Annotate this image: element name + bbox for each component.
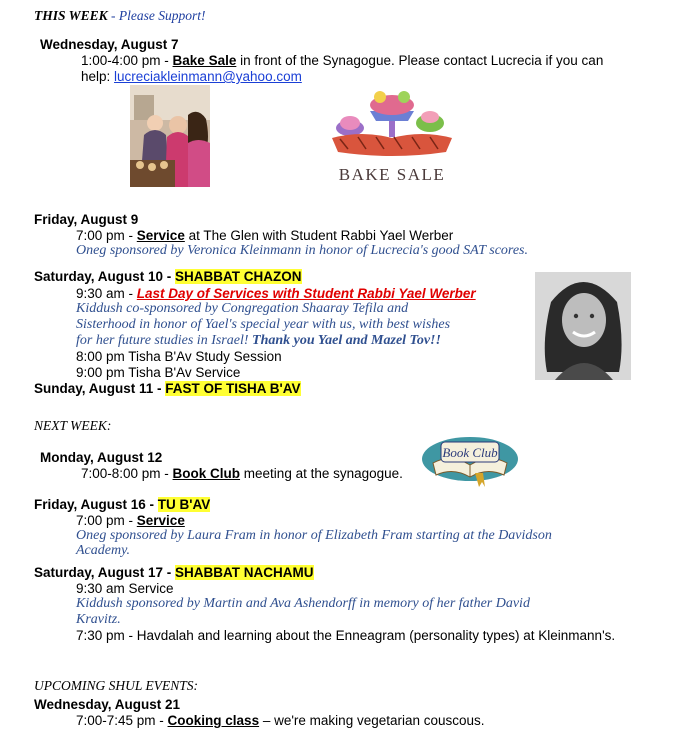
fri-aug16-event: Service [136, 513, 185, 528]
sat-aug10-header [34, 269, 302, 284]
bake-sale-time: 1:00-4:00 pm - [81, 53, 173, 68]
sun-aug11-day: Sunday, August 11 [34, 381, 154, 396]
sat-aug17-service: 9:30 am Service [76, 581, 174, 596]
sat-aug17-kiddush-1: Kiddush sponsored by Martin and Ava Ashendorff in memory of her father David [76, 596, 530, 611]
bake-sale-logo [320, 83, 464, 186]
thank-you-yael-text: Thank you Yael and Mazel Tov!! [252, 333, 441, 348]
fri-aug16-oneg-2: Academy. [76, 543, 131, 558]
fri-aug9-event: Service [136, 228, 185, 243]
wed-aug7-day: Wednesday, August 7 [40, 37, 179, 52]
book-club-logo-text: Book Club [442, 445, 498, 460]
shabbat-nachamu-badge: SHABBAT NACHAMU [175, 565, 314, 580]
sun-aug11-separator: - [153, 381, 166, 396]
havdalah-line: 7:30 pm - Havdalah and learning about the Enneagram (personality types) at Kleinmann's. [76, 628, 616, 643]
bake-sale-event: Bake Sale [172, 53, 237, 68]
sat-aug17-header [34, 565, 314, 580]
book-club-details: meeting at the synagogue. [240, 466, 403, 481]
book-club-logo [419, 433, 521, 488]
help-text: help: [81, 69, 115, 84]
sat-aug10-kiddush-3 [76, 333, 441, 349]
sat-aug10-separator: - [163, 269, 176, 284]
shabbat-chazon-badge: SHABBAT CHAZON [175, 269, 302, 284]
book-club-time: 7:00-8:00 pm - [81, 466, 173, 481]
fri-aug9-service-line [76, 228, 453, 243]
fri-aug16-service-line [76, 513, 185, 528]
mon-aug12-day: Monday, August 12 [40, 450, 163, 465]
bake-sale-illustration [320, 83, 464, 186]
cooking-class-line [76, 713, 485, 728]
fast-tisha-bav-badge: FAST OF TISHA B'AV [165, 381, 301, 396]
bake-sale-photo [130, 85, 210, 187]
please-support-text: Please Support! [118, 8, 206, 23]
email-link[interactable]: lucreciakleinmann@yahoo.com [114, 69, 302, 84]
tisha-bav-study-session: 8:00 pm Tisha B'Av Study Session [76, 349, 282, 364]
next-week-heading: NEXT WEEK: [34, 418, 112, 433]
sun-aug11-header [34, 381, 301, 396]
fri-aug16-header [34, 497, 210, 512]
sat-aug10-kiddush-1: Kiddush co-sponsored by Congregation Shaaray Tefila and [76, 301, 409, 316]
kiddush-3-text: for her future studies in Israel! [76, 333, 253, 348]
book-club-event: Book Club [172, 466, 241, 481]
sat-aug17-day: Saturday, August 17 [34, 565, 164, 580]
sat-aug10-service-line [76, 286, 476, 301]
fri-aug9-oneg: Oneg sponsored by Veronica Kleinmann in honor of Lucrecia's good SAT scores. [76, 243, 528, 258]
sat-aug17-separator: - [163, 565, 176, 580]
bake-sale-details: in front of the Synagogue. Please contact Lucrecia if you can [236, 53, 604, 68]
sat-aug10-kiddush-2: Sisterhood in honor of Yael's special year with us, with best wishes [76, 317, 451, 332]
cooking-class-details: – we're making vegetarian couscous. [259, 713, 485, 728]
tisha-bav-service: 9:00 pm Tisha B'Av Service [76, 365, 241, 380]
book-club-line [81, 466, 403, 481]
heading-separator: - [107, 8, 119, 23]
this-week-heading [34, 8, 206, 24]
sat-aug10-time: 9:30 am - [76, 286, 137, 301]
this-week-title: THIS WEEK [34, 8, 108, 23]
last-day-services-event: Last Day of Services with Student Rabbi Yael Werber [136, 286, 476, 301]
cooking-class-time: 7:00-7:45 pm - [76, 713, 168, 728]
bake-sale-line [81, 53, 603, 68]
sat-aug10-day: Saturday, August 10 [34, 269, 164, 284]
upcoming-events-heading: UPCOMING SHUL EVENTS: [34, 678, 199, 693]
bake-sale-logo-text: BAKE SALE [338, 165, 446, 184]
cooking-class-event: Cooking class [167, 713, 260, 728]
fri-aug16-separator: - [145, 497, 158, 512]
fri-aug16-day: Friday, August 16 [34, 497, 146, 512]
bake-sale-contact-line [81, 69, 302, 84]
fri-aug16-time: 7:00 pm - [76, 513, 137, 528]
fri-aug9-details: at The Glen with Student Rabbi Yael Werber [184, 228, 454, 243]
wed-aug21-day: Wednesday, August 21 [34, 697, 181, 712]
tu-bav-badge: TU B'AV [157, 497, 211, 512]
fri-aug9-time: 7:00 pm - [76, 228, 137, 243]
fri-aug9-day: Friday, August 9 [34, 212, 139, 227]
sat-aug17-kiddush-2: Kravitz. [76, 612, 121, 627]
rabbi-photo [535, 272, 631, 380]
fri-aug16-oneg-1: Oneg sponsored by Laura Fram in honor of Elizabeth Fram starting at the Davidson [76, 528, 552, 543]
